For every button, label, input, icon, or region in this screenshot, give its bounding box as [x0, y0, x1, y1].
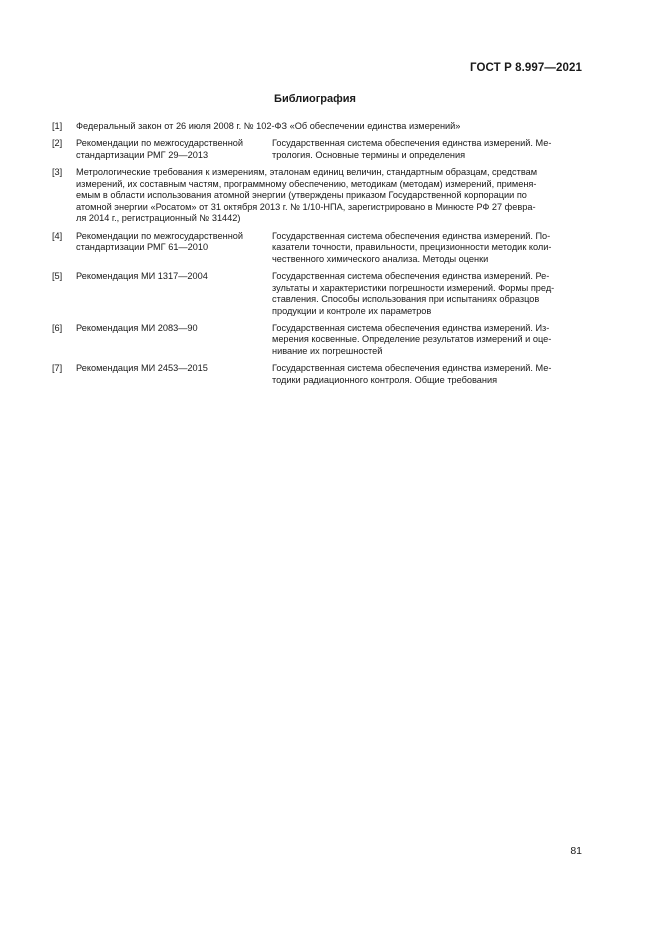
entry-description-line: ставления. Способы использования при испытаниях образцов — [272, 294, 540, 305]
entry-number: [7] — [52, 363, 63, 374]
entry-text — [76, 121, 580, 133]
entry-document-line: стандартизации РМГ 61—2010 — [76, 242, 209, 253]
entry-text-line: Метрологические требования к измерениям, эталонам единиц величин, стандартным образцам, средствам — [76, 166, 538, 177]
entry-number: [6] — [52, 322, 63, 333]
entry-description — [272, 138, 580, 161]
entry-document — [76, 271, 272, 283]
entry-number: [4] — [52, 230, 63, 241]
entry-document-line: стандартизации РМГ 29—2013 — [76, 149, 209, 160]
entry-number: [2] — [52, 138, 63, 149]
entry-description-line: нивание их погрешностей — [272, 346, 383, 357]
entry-description-line: казатели точности, правильности, прецизионности методик коли- — [272, 242, 552, 253]
entry-document-line: Рекомендации по межгосударственной — [76, 138, 244, 149]
entry-document — [76, 231, 272, 254]
entry-description-line: Государственная система обеспечения единства измерений. Ме- — [272, 138, 552, 149]
entry-description-line: Государственная система обеспечения единства измерений. Ре- — [272, 270, 550, 281]
entry-document-line: Рекомендация МИ 1317—2004 — [76, 270, 208, 281]
bibliography-entry — [52, 363, 580, 386]
entry-description — [272, 363, 580, 386]
entry-description — [272, 231, 580, 266]
entry-description-line: Государственная система обеспечения единства измерений. По- — [272, 230, 551, 241]
entry-description — [272, 323, 580, 358]
entry-description-line: трология. Основные термины и определения — [272, 149, 466, 160]
page-title: Библиография — [274, 93, 356, 105]
entry-description-line: продукции и контроле их параметров — [272, 305, 432, 316]
bibliography-entry — [52, 271, 580, 317]
page-number: 81 — [570, 845, 582, 857]
entry-document-line: Рекомендация МИ 2453—2015 — [76, 363, 208, 374]
entry-number: [5] — [52, 270, 63, 281]
bibliography-entry — [52, 138, 580, 161]
entry-number: [1] — [52, 121, 63, 131]
bibliography-entry — [52, 121, 580, 133]
entry-text-line: ля 2014 г., регистрационный № 31442) — [76, 213, 241, 224]
entry-description-line: тодики радиационного контроля. Общие требования — [272, 374, 498, 385]
entry-description-line: зультаты и характеристики погрешности измерений. Формы пред- — [272, 282, 555, 293]
entry-document — [76, 363, 272, 375]
bibliography-entry — [52, 167, 580, 225]
entry-description-line: Государственная система обеспечения единства измерений. Из- — [272, 322, 550, 333]
bibliography-list — [52, 121, 580, 392]
entry-text-line: измерений, их составным частям, программному обеспечению, методикам (методам) измерений, применя- — [76, 178, 537, 189]
entry-description-line: Государственная система обеспечения единства измерений. Ме- — [272, 363, 552, 374]
entry-document-line: Рекомендация МИ 2083—90 — [76, 322, 198, 333]
entry-text-line: емым в области использования атомной энергии (утверждены приказом Государственной корпорации по — [76, 190, 527, 201]
entry-number: [3] — [52, 166, 63, 177]
entry-description — [272, 271, 580, 317]
bibliography-entry — [52, 323, 580, 358]
entry-document — [76, 138, 272, 161]
entry-text-line: Федеральный закон от 26 июля 2008 г. № 102-ФЗ «Об обеспечении единства измерений» — [76, 121, 461, 131]
entry-text — [76, 167, 580, 225]
bibliography-entry — [52, 231, 580, 266]
entry-document-line: Рекомендации по межгосударственной — [76, 230, 244, 241]
entry-document — [76, 323, 272, 335]
entry-description-line: мерения косвенные. Определение результатов измерений и оце- — [272, 334, 552, 345]
standard-code: ГОСТ Р 8.997—2021 — [470, 62, 582, 74]
entry-description-line: чественного химического анализа. Методы оценки — [272, 253, 489, 264]
entry-text-line: атомной энергии «Росатом» от 31 октября 2013 г. № 1/10-НПА, зарегистрировано в Минюсте РФ 27 февра- — [76, 201, 536, 212]
